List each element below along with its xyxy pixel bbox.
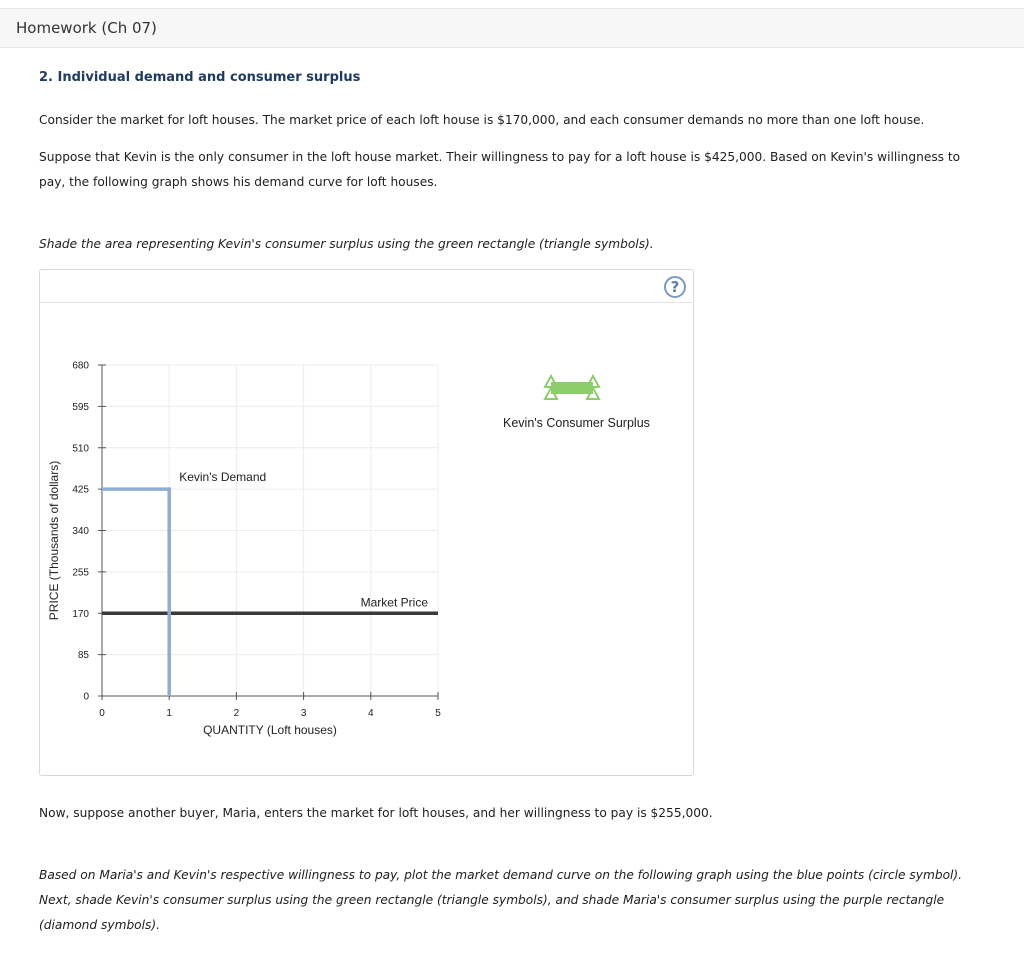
x-axis-title: QUANTITY (Loft houses) xyxy=(203,723,337,737)
y-tick-label-680: 680 xyxy=(72,360,89,372)
x-tick-label-0: 0 xyxy=(99,708,105,719)
series xyxy=(102,489,438,696)
x-tick-label-4: 4 xyxy=(368,708,374,719)
y-tick-label-170: 170 xyxy=(72,608,89,620)
y-tick-label-425: 425 xyxy=(72,484,89,496)
question-paragraph-1: Consider the market for loft houses. The market price of each loft house is $170,000, and each consumer demands no more than one loft house. xyxy=(39,113,925,127)
x-tick-label-3: 3 xyxy=(300,708,307,719)
y-tick-label-85: 85 xyxy=(77,650,89,662)
x-tick-label-1: 1 xyxy=(166,708,172,719)
question-paragraph-3: Now, suppose another buyer, Maria, enters the market for loft houses, and her willingness to pay is $255,000. xyxy=(39,806,713,820)
y-tick-label-340: 340 xyxy=(72,526,89,537)
labels xyxy=(47,361,441,738)
assignment-header xyxy=(0,8,1024,48)
y-tick-label-595: 595 xyxy=(72,401,89,413)
x-tick-label-5: 5 xyxy=(435,708,441,719)
market-price-label: Market Price xyxy=(360,595,428,610)
graph-toolbar xyxy=(40,270,693,303)
instruction-1: Shade the area representing Kevin's consumer surplus using the green rectangle (triangle symbols). xyxy=(39,237,654,251)
question-title: 2. Individual demand and consumer surplus xyxy=(39,70,361,85)
y-tick-label-0: 0 xyxy=(83,691,89,703)
assignment-title: Homework (Ch 07) xyxy=(16,19,157,37)
demand-graph[interactable] xyxy=(40,303,693,773)
x-tick-label-2: 2 xyxy=(233,708,240,719)
legend xyxy=(545,376,599,399)
axes xyxy=(98,365,438,700)
legend-label-consumer-surplus: Kevin's Consumer Surplus xyxy=(503,416,650,430)
kevin-demand-curve xyxy=(102,489,169,696)
y-axis-title: PRICE (Thousands of dollars) xyxy=(47,460,61,621)
y-tick-label-255: 255 xyxy=(72,567,89,579)
kevin-demand-label: Kevin's Demand xyxy=(179,470,267,485)
question-paragraph-2: Suppose that Kevin is the only consumer in the loft house market. Their willingness to pay for a loft house is $425,000. Based on Kevin's willingness to pay, the following graph shows his demand curve for loft houses. xyxy=(39,150,961,189)
graph-panel xyxy=(39,269,694,776)
instruction-2: Based on Maria's and Kevin's respective willingness to pay, plot the market demand curve on the following graph using the blue points (circle symbol). Next, shade Kevin's consumer surplus using the green rectangle (triangle symbols), and shade Maria's consumer surplus using the purple rectangle (diamond symbols). xyxy=(39,868,963,932)
grid-lines xyxy=(102,365,438,696)
y-tick-label-510: 510 xyxy=(72,443,89,455)
help-button[interactable]: ? xyxy=(664,276,686,298)
